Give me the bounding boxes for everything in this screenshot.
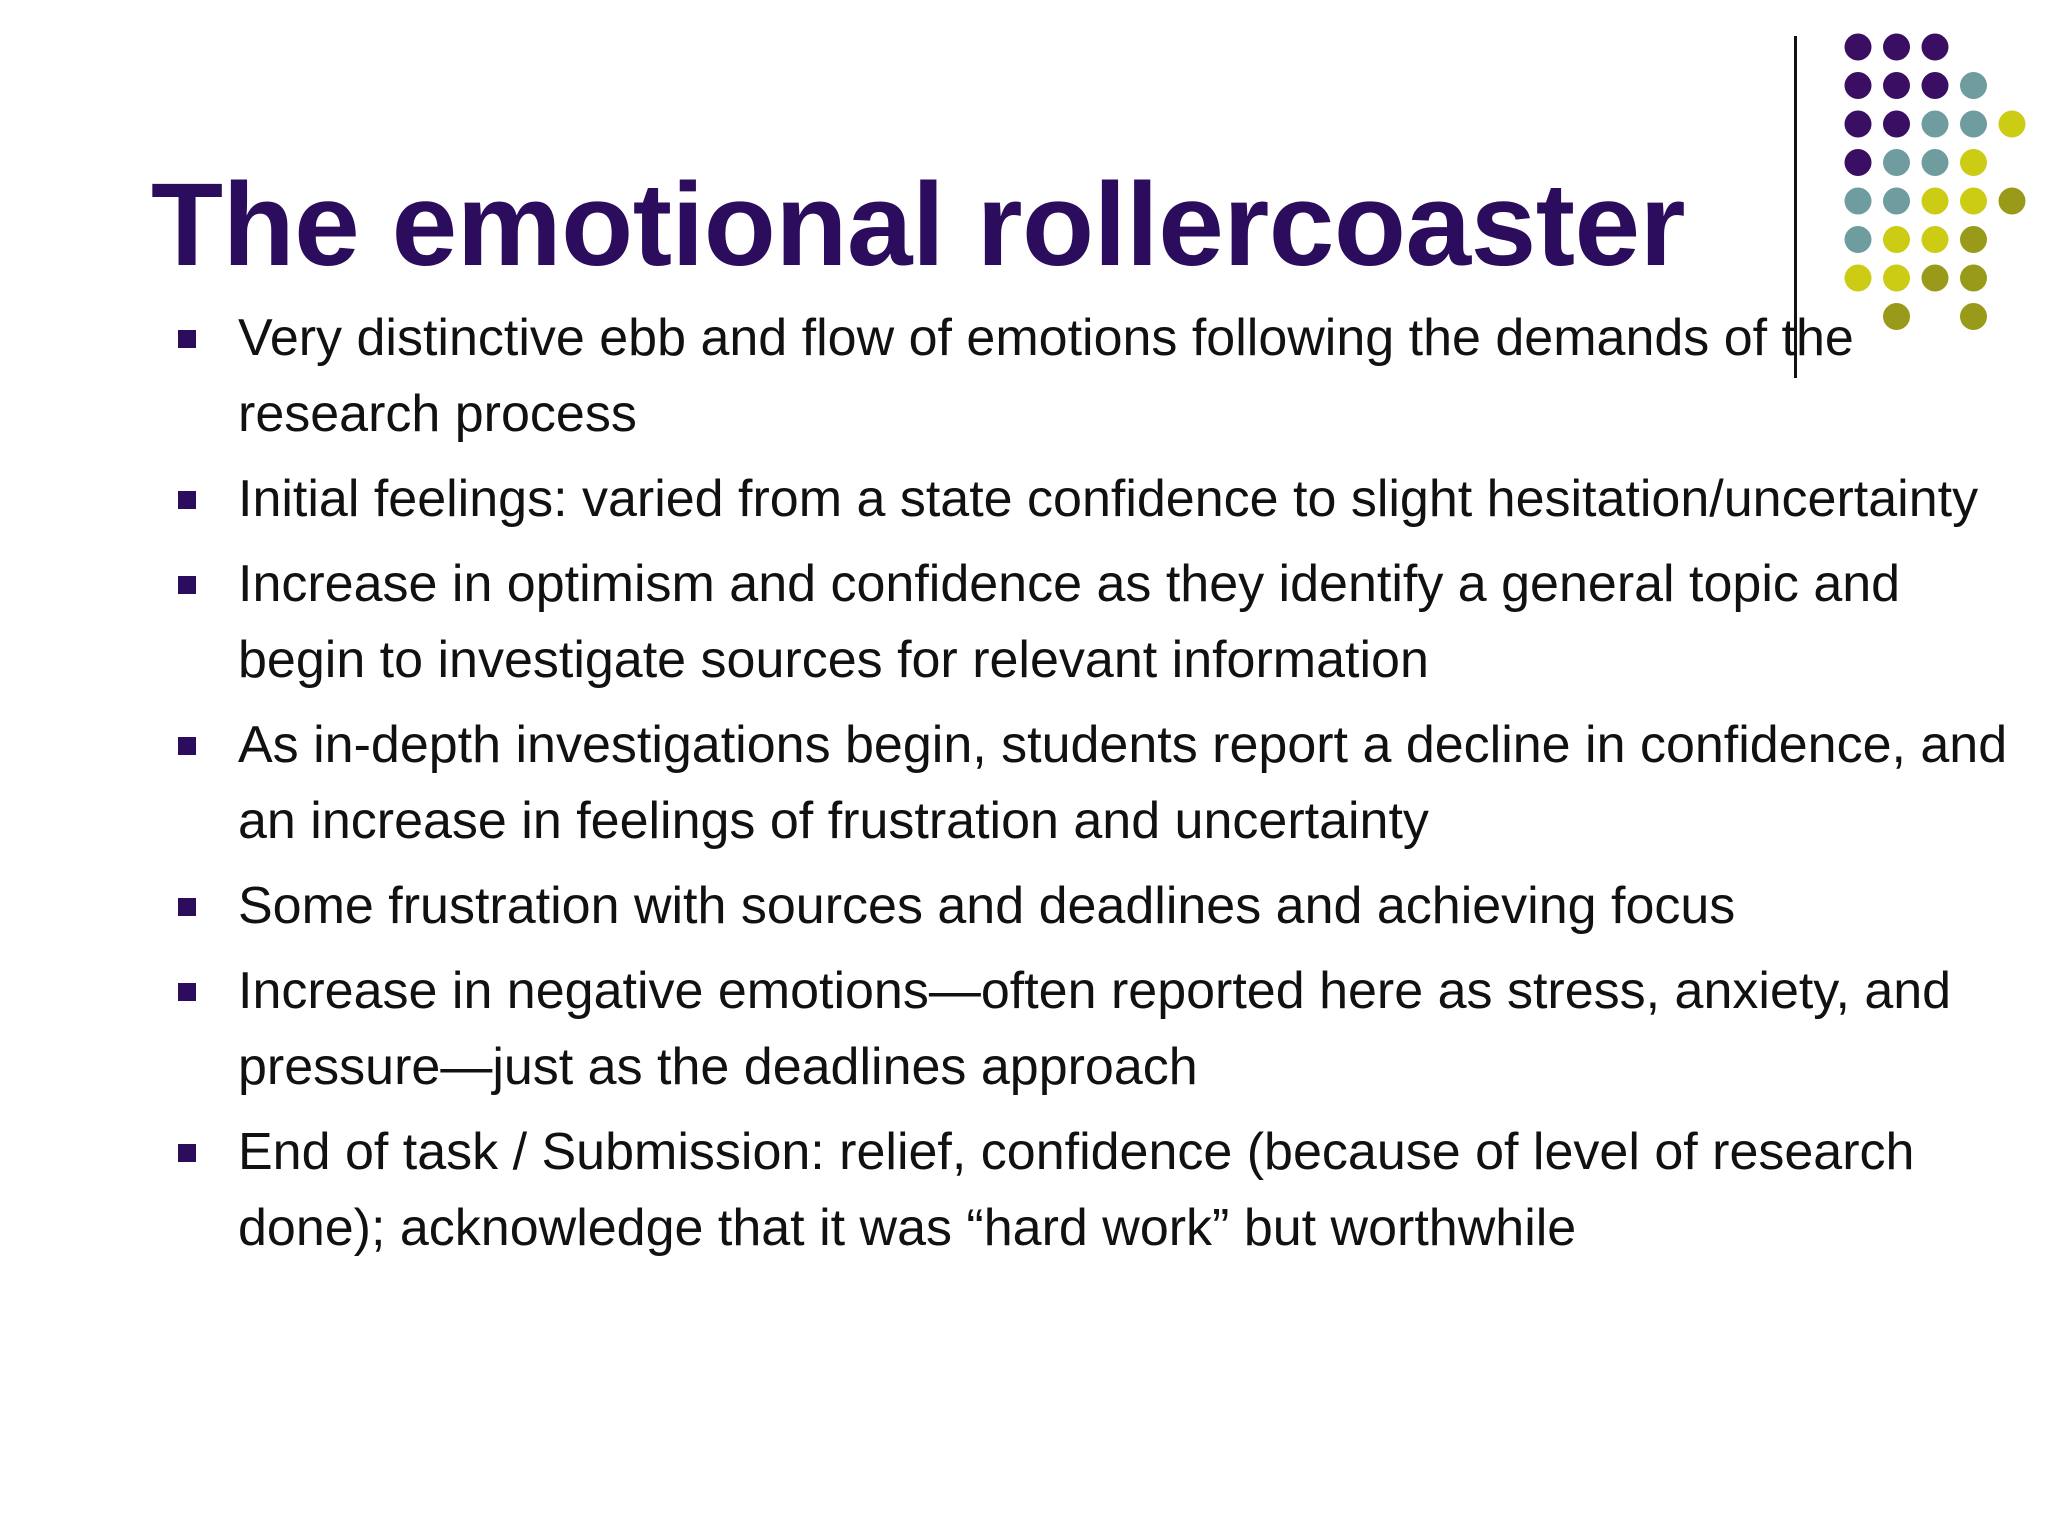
decorative-dot: [1845, 265, 1872, 292]
bullet-text: Initial feelings: varied from a state confidence to slight hesitation/uncertainty: [238, 470, 1979, 528]
bullet-text: Some frustration with sources and deadlines and achieving focus: [238, 877, 1736, 935]
decorative-dot: [1845, 72, 1872, 99]
decorative-dot: [1922, 72, 1949, 99]
decorative-dot: [1922, 226, 1949, 253]
decorative-dot: [1922, 188, 1949, 215]
decorative-dot: [1845, 111, 1872, 138]
decorative-dot: [1999, 111, 2026, 138]
decorative-dot: [1883, 226, 1910, 253]
decorative-dot: [1922, 149, 1949, 176]
slide-title: The emotional rollercoaster: [151, 159, 1686, 291]
decorative-dot: [1883, 72, 1910, 99]
decorative-dot: [1845, 226, 1872, 253]
bullet-text: As in-depth investigations begin, students report a decline in confidence, and an increase in feelings of frustration and uncertainty: [238, 716, 2008, 850]
bullet-text: Very distinctive ebb and flow of emotions following the demands of the research process: [238, 309, 1854, 443]
decorative-dot: [1960, 72, 1987, 99]
bullet-item: [168, 461, 2018, 537]
bullet-item: [168, 868, 2018, 944]
decorative-dot: [1960, 226, 1987, 253]
square-bullet-icon: [178, 330, 196, 348]
bullet-item: [168, 707, 2018, 859]
bullet-text: Increase in optimism and confidence as they identify a general topic and begin to investigate sources for relevant information: [238, 555, 1901, 689]
decorative-dot: [1845, 188, 1872, 215]
bullet-item: [168, 300, 2018, 452]
decorative-dot: [1883, 149, 1910, 176]
decorative-dot: [1883, 265, 1910, 292]
bullet-list: [168, 300, 2018, 1275]
decorative-dot: [1960, 149, 1987, 176]
decorative-dot: [1960, 188, 1987, 215]
decorative-dot: [1922, 111, 1949, 138]
bullet-item: [168, 953, 2018, 1105]
decorative-dot: [1845, 34, 1872, 61]
decorative-dot: [1960, 265, 1987, 292]
bullet-item: [168, 1114, 2018, 1266]
square-bullet-icon: [178, 898, 196, 916]
square-bullet-icon: [178, 576, 196, 594]
square-bullet-icon: [178, 983, 196, 1001]
decorative-dot: [1845, 149, 1872, 176]
decorative-dot: [1960, 111, 1987, 138]
decorative-dot: [1922, 265, 1949, 292]
square-bullet-icon: [178, 737, 196, 755]
decorative-dot: [1999, 188, 2026, 215]
bullet-text: Increase in negative emotions—often reported here as stress, anxiety, and pressure—just as the deadlines approach: [238, 962, 1952, 1096]
square-bullet-icon: [178, 491, 196, 509]
bullet-item: [168, 546, 2018, 698]
square-bullet-icon: [178, 1144, 196, 1162]
decorative-dot: [1883, 111, 1910, 138]
decorative-dot: [1922, 34, 1949, 61]
decorative-dot: [1883, 188, 1910, 215]
bullet-text: End of task / Submission: relief, confidence (because of level of research done); acknowledge that it was “hard work” but worthwhile: [238, 1123, 1915, 1257]
decorative-dot: [1883, 34, 1910, 61]
